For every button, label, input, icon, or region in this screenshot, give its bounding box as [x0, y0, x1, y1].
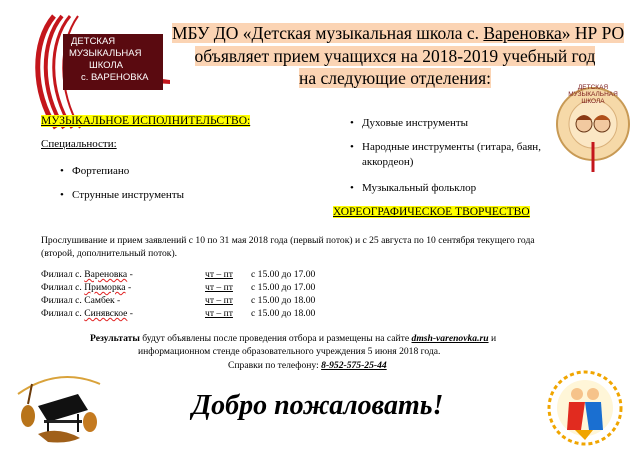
audition-line-1: Прослушивание и прием заявлений с 10 по 31 мая 2018 года (первый поток) и с 25 августа по 10 сентября текущего года — [41, 235, 535, 246]
specialty-folk-instruments: • Народные инструменты (гитара, баян, — [350, 141, 541, 153]
header-line-3: на следующие отделения: — [298, 68, 491, 88]
branch-time: с 15.00 до 18.00 — [251, 308, 316, 319]
results-line-2: информационном стенде образовательного учреждения 5 июня 2018 года. — [138, 346, 441, 357]
bullet-icon: • — [350, 182, 354, 194]
folk-dolls-illustration — [545, 368, 625, 448]
branch-row: Филиал с. Самбек - — [41, 295, 121, 306]
branch-days: чт – пт — [205, 282, 233, 293]
logo-line-2: МУЗЫКАЛЬНАЯ — [69, 48, 142, 59]
branch-row: Филиал с. Синявское - — [41, 308, 133, 319]
specialty-piano: • Фортепиано — [60, 165, 130, 177]
branch-time: с 15.00 до 18.00 — [251, 295, 316, 306]
specialty-folklore: • Музыкальный фольклор — [350, 182, 477, 194]
instruments-illustration — [8, 364, 108, 446]
school-emblem — [554, 82, 632, 174]
branch-days: чт – пт — [205, 295, 233, 306]
logo-line-4: с. ВАРЕНОВКА — [81, 72, 149, 83]
emblem-text: ДЕТСКАЯ МУЗЫКАЛЬНАЯ ШКОЛА — [568, 84, 618, 105]
branch-time: с 15.00 до 17.00 — [251, 269, 316, 280]
specialties-label: Специальности: — [41, 138, 117, 150]
branch-days: чт – пт — [205, 269, 233, 280]
branch-days: чт – пт — [205, 308, 233, 319]
dolls-icon — [545, 368, 625, 448]
welcome-heading: Добро пожаловать! — [192, 390, 444, 421]
audition-line-2: (второй, дополнительный поток). — [41, 248, 178, 259]
results-line-1: Результаты будут объявлены после проведения отбора и размещены на сайте dmsh-varenovka.ru и — [90, 333, 497, 344]
bullet-icon: • — [60, 165, 64, 177]
piano-icon — [8, 364, 108, 446]
logo-plate — [63, 34, 163, 90]
specialty-folk-instruments-cont: аккордеон) — [362, 156, 414, 168]
specialty-wind: • Духовые инструменты — [350, 117, 469, 129]
bullet-icon: • — [60, 189, 64, 201]
music-department-title: МУЗЫКАЛЬНОЕ ИСПОЛНИТЕЛЬСТВО: — [41, 115, 251, 127]
header-village: Вареновка — [483, 23, 562, 43]
branch-time: с 15.00 до 17.00 — [251, 282, 316, 293]
logo-line-1: ДЕТСКАЯ — [71, 36, 116, 47]
header-line-2: объявляет прием учащихся на 2018-2019 учебный год — [194, 46, 596, 66]
phone-number[interactable]: 8-952-575-25-44 — [321, 360, 387, 371]
phone-line: Справки по телефону: 8-952-575-25-44 — [228, 360, 387, 371]
bullet-icon: • — [350, 117, 354, 129]
choreo-department-title: ХОРЕОГРАФИЧЕСКОЕ ТВОРЧЕСТВО — [333, 206, 530, 218]
site-link[interactable]: dmsh-varenovka.ru — [411, 333, 489, 344]
header-line-1: МБУ ДО «Детская музыкальная школа с. Вареновка» НР РО — [172, 23, 625, 43]
bullet-icon: • — [350, 141, 354, 153]
branch-row: Филиал с. Приморка - — [41, 282, 132, 293]
specialty-strings: • Струнные инструменты — [60, 189, 185, 201]
logo-line-3: ШКОЛА — [89, 60, 123, 71]
branch-row: Филиал с. Вареновка - — [41, 269, 133, 280]
school-logo — [22, 12, 172, 132]
